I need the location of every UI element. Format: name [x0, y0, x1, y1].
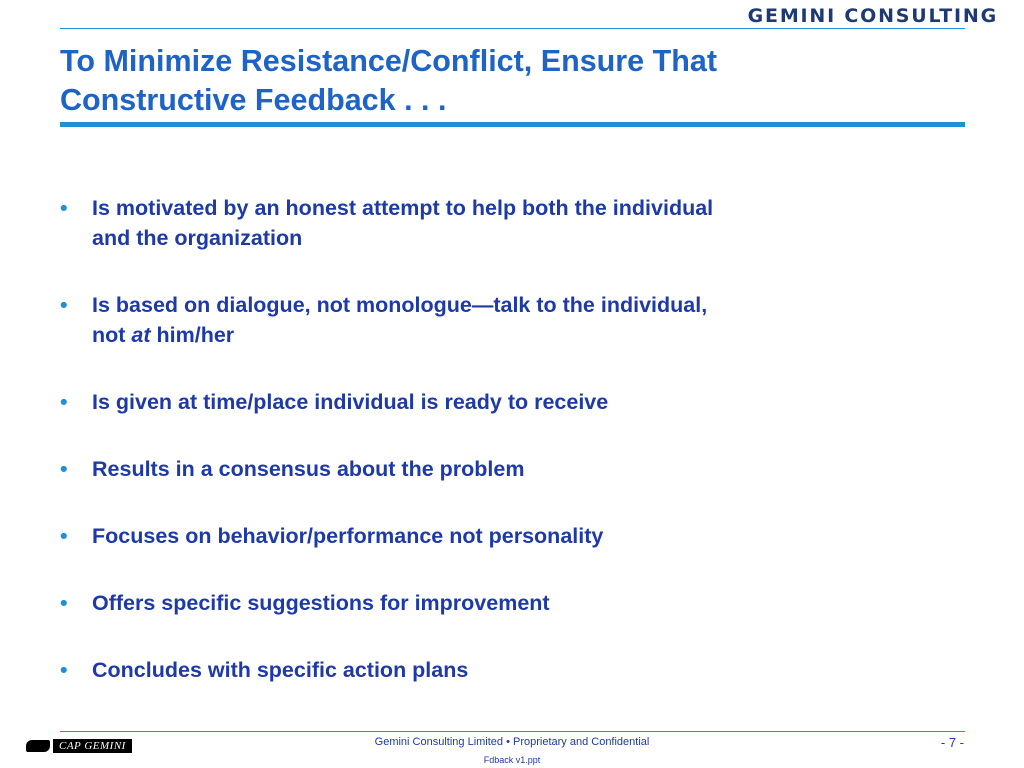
bullet-symbol: •: [60, 196, 68, 220]
footer-rule: [60, 731, 965, 732]
bullet-item-5: [60, 521, 880, 551]
footer-confidential-text: Gemini Consulting Limited • Proprietary and Confidential: [374, 736, 650, 748]
bullet-text: Is based on dialogue, not monologue—talk to the individual,: [92, 293, 708, 317]
bullet-item-3: [60, 387, 880, 417]
bullet-symbol: •: [60, 293, 68, 317]
bullet-text: Offers specific suggestions for improvement: [92, 591, 550, 615]
bullet-item-6: [60, 588, 880, 618]
slide-title: [60, 42, 940, 120]
bullet-text: Focuses on behavior/performance not personality: [92, 524, 604, 548]
slide-title-line-2: Constructive Feedback . . .: [60, 83, 447, 117]
bullet-symbol: •: [60, 658, 68, 682]
bullet-text-continued: [92, 320, 880, 350]
bullet-symbol: •: [60, 390, 68, 414]
header-rule: [60, 28, 965, 29]
page-number: - 7 -: [940, 735, 964, 750]
bullet-symbol: •: [60, 591, 68, 615]
bullet-item-1: [60, 193, 880, 253]
bullet-text: Results in a consensus about the problem: [92, 457, 525, 481]
bullet-text: Concludes with specific action plans: [92, 658, 469, 682]
bullet-list: [60, 193, 880, 722]
cap-gemini-logo-text: CAP GEMINI: [53, 739, 132, 753]
bullet-text-pre: not: [92, 323, 132, 347]
bullet-symbol: •: [60, 524, 68, 548]
title-underline-bar: [60, 122, 965, 127]
bullet-item-4: [60, 454, 880, 484]
footer-file-name: Fdback v1.ppt: [483, 755, 541, 765]
bullet-text-emphasis: at: [131, 323, 151, 347]
bullet-text-post: him/her: [150, 323, 235, 347]
bullet-text-continued: and the organization: [92, 226, 303, 250]
bullet-item-2: [60, 290, 880, 350]
slide-title-line-1: To Minimize Resistance/Conflict, Ensure That: [60, 44, 717, 78]
brand-logo-text: GEMINI CONSULTING: [747, 5, 998, 27]
bullet-text: Is motivated by an honest attempt to help both the individual: [92, 196, 714, 220]
bullet-text: Is given at time/place individual is ready to receive: [92, 390, 609, 414]
bullet-item-7: [60, 655, 880, 685]
bullet-symbol: •: [60, 457, 68, 481]
